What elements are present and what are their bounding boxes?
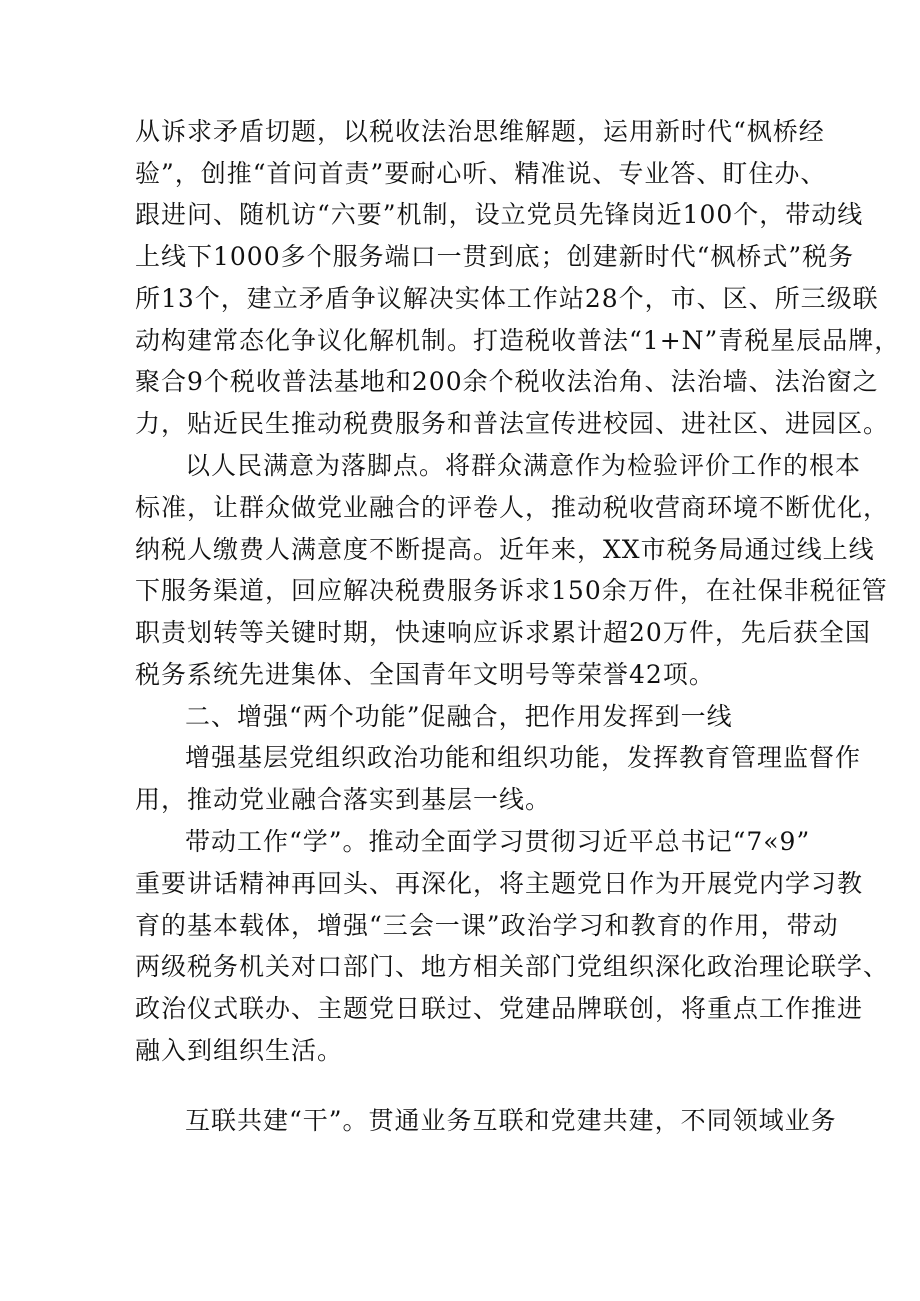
- text-line: 政治仪式联办、主题党日联过、党建品牌联创，将重点工作推进: [135, 994, 864, 1023]
- paragraph-heading-line: 互联共建“干”。贯通业务互联和党建共建，不同领域业务: [185, 1106, 837, 1135]
- text-line: 重要讲话精神再回头、再深化，将主题党日作为开展党内学习教: [135, 869, 864, 898]
- text-line: 动构建常态化争议化解机制。打造税收普法“1+N”青税星辰品牌，: [135, 326, 901, 355]
- text-line: 下服务渠道，回应解决税费服务诉求150余万件，在社保非税征管: [135, 576, 888, 605]
- paragraph-heading-line: 带动工作“学”。推动全面学习贯彻习近平总书记“7«9”: [185, 827, 811, 856]
- text-line: 上线下1000多个服务端口一贯到底；创建新时代“枫桥式”税务: [135, 242, 855, 271]
- text-line: 跟进问、随机访“六要”机制，设立党员先锋岗近100个，带动线: [135, 200, 864, 229]
- text-line: 聚合9个税收普法基地和200余个税收法治角、法治墙、法治窗之: [135, 367, 879, 396]
- text-line: 职责划转等关键时期，快速响应诉求累计超20万件，先后获全国: [135, 618, 871, 647]
- text-line: 税务系统先进集体、全国青年文明号等荣誉42项。: [135, 660, 715, 689]
- paragraph-heading-line: 以人民满意为落脚点。将群众满意作为检验评价工作的根本: [185, 451, 862, 480]
- text-line: 验”，创推“首问首责”要耐心听、精准说、专业答、盯住办、: [135, 159, 827, 188]
- section-heading: 二、增强“两个功能”促融合，把作用发挥到一线: [185, 702, 733, 731]
- text-line: 用，推动党业融合落实到基层一线。: [135, 785, 552, 814]
- text-line: 所13个，建立矛盾争议解决实体工作站28个，市、区、所三级联: [135, 284, 879, 313]
- text-line: 标准，让群众做党业融合的评卷人，推动税收营商环境不断优化，: [135, 493, 890, 522]
- paragraph-line: 增强基层党组织政治功能和组织功能，发挥教育管理监督作: [185, 743, 862, 772]
- text-line: 融入到组织生活。: [135, 1036, 344, 1065]
- text-line: 两级税务机关对口部门、地方相关部门党组织深化政治理论联学、: [135, 952, 890, 981]
- text-line: 力，贴近民生推动税费服务和普法宣传进校园、进社区、进园区。: [135, 409, 890, 438]
- text-line: 纳税人缴费人满意度不断提高。近年来，XX市税务局通过线上线: [135, 535, 875, 564]
- text-line: 育的基本载体，增强“三会一课”政治学习和教育的作用，带动: [135, 911, 839, 940]
- text-line: 从诉求矛盾切题，以税收法治思维解题，运用新时代“枫桥经: [135, 117, 825, 146]
